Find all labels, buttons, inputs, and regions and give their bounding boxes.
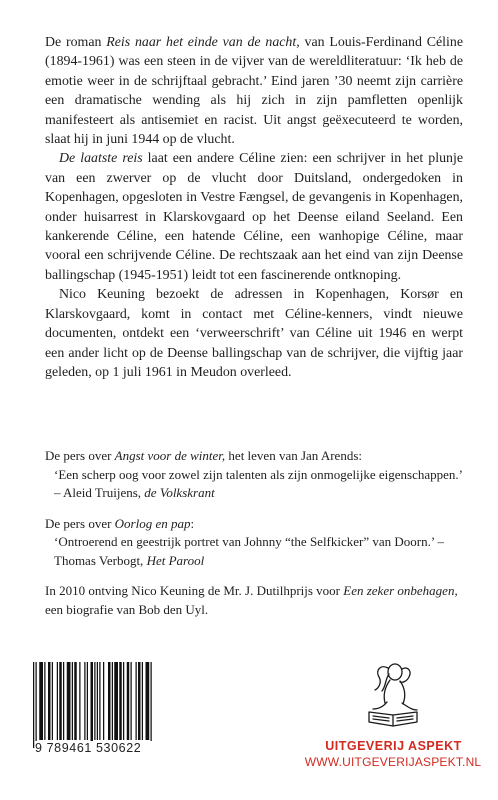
lead-book-title: Oorlog en pap bbox=[114, 515, 191, 531]
press-quote-1 bbox=[45, 447, 465, 503]
blurb-paragraph-1 bbox=[45, 33, 463, 149]
blurb-paragraph-2 bbox=[45, 149, 463, 285]
press-quote-lead bbox=[45, 447, 465, 466]
lead-text: het leven van Jan Arends: bbox=[225, 448, 362, 463]
press-quote-lead bbox=[45, 515, 465, 534]
award-text-intro: In 2010 ontving Nico Keuning de Mr. J. Dutilhprijs voor bbox=[45, 583, 344, 598]
quote-source: Het Parool bbox=[146, 552, 205, 568]
blurb-p1-intro: De roman bbox=[45, 35, 107, 50]
award-book-title: Een zeker onbehagen, bbox=[343, 583, 458, 598]
publisher-url[interactable]: WWW.UITGEVERIJASPEKT.NL bbox=[304, 755, 482, 769]
quote-source: de Volkskrant bbox=[144, 485, 215, 500]
quote-text: ‘Ontroerend en geestrijk portret van Johnny “the Selfkicker” van Doorn.’ – Thomas Verbogt, bbox=[54, 534, 444, 568]
lead-book-title: Angst voor de winter, bbox=[114, 448, 226, 463]
publisher-name: UITGEVERIJ ASPEKT bbox=[325, 739, 462, 753]
blurb-p1-title: Reis naar het einde van de nacht, bbox=[106, 35, 300, 50]
isbn-number: 9 789461 530622 bbox=[35, 741, 155, 755]
award-text-end: een biografie van Bob den Uyl. bbox=[45, 601, 209, 617]
blurb-paragraph-3: Nico Keuning bezoekt de adressen in Kopenhagen, Korsør en Klarskovgaard, komt in contact met Céline-kenners, vindt nieuwe documenten, ontdekt een ‘verweerschrift’ van Céline uit 1946 en werpt een ander licht op de Deense ballingschap van de schrijver, die vijftig jaar geleden, op 1 juli 1961 in Meudon overleed. bbox=[45, 287, 463, 380]
lead-text: De pers over bbox=[45, 448, 115, 463]
blurb-p2-body: laat een andere Céline zien: een schrijver in het plunje van een zwerver op de vlucht door Duitsland, ondergedoken in Kopenhagen, opgesloten in Vestre Fængsel, de gevangenis in Kopenhagen, onder huisarrest in Klarskovgaard op het Deense eiland Seeland. Een kankerende Céline, een hatende Céline, een wanhopige Céline, maar vooral een schrijvende Céline. De rechtszaak aan het eind van zijn Deense ballingschap (1945-1951) leidt tot een fascinerende ontknoping. bbox=[45, 151, 463, 283]
reading-figure-icon bbox=[345, 660, 441, 730]
blurb-text bbox=[45, 33, 463, 382]
award-note bbox=[45, 582, 465, 619]
blurb-p2-title: De laatste reis bbox=[59, 151, 143, 167]
press-quotes bbox=[45, 447, 465, 619]
quote-text: ‘Een scherp oog voor zowel zijn talenten als zijn onmogelijke eigenschappen.’ – Aleid Truijens, bbox=[54, 466, 463, 500]
blurb-p1-body: van Louis-Ferdinand Céline (1894-1961) was een steen in de vijver van de wereldliteratuur: ‘Ik heb de emotie weer in de schrijftaal gebracht.’ Eind jaren ’30 neemt zijn carrière een dramatische wending als hij zich in zijn pamfletten openlijk manifesteert als antisemiet en racist. Uit angst geëxecuteerd te worden, slaat hij in juni 1944 op de vlucht. bbox=[45, 35, 463, 148]
award-text bbox=[45, 582, 465, 619]
press-quote-2 bbox=[45, 515, 465, 571]
lead-text: : bbox=[190, 515, 195, 531]
press-quote-body bbox=[54, 533, 465, 570]
lead-text: De pers over bbox=[45, 515, 115, 531]
press-quote-body bbox=[54, 466, 465, 503]
